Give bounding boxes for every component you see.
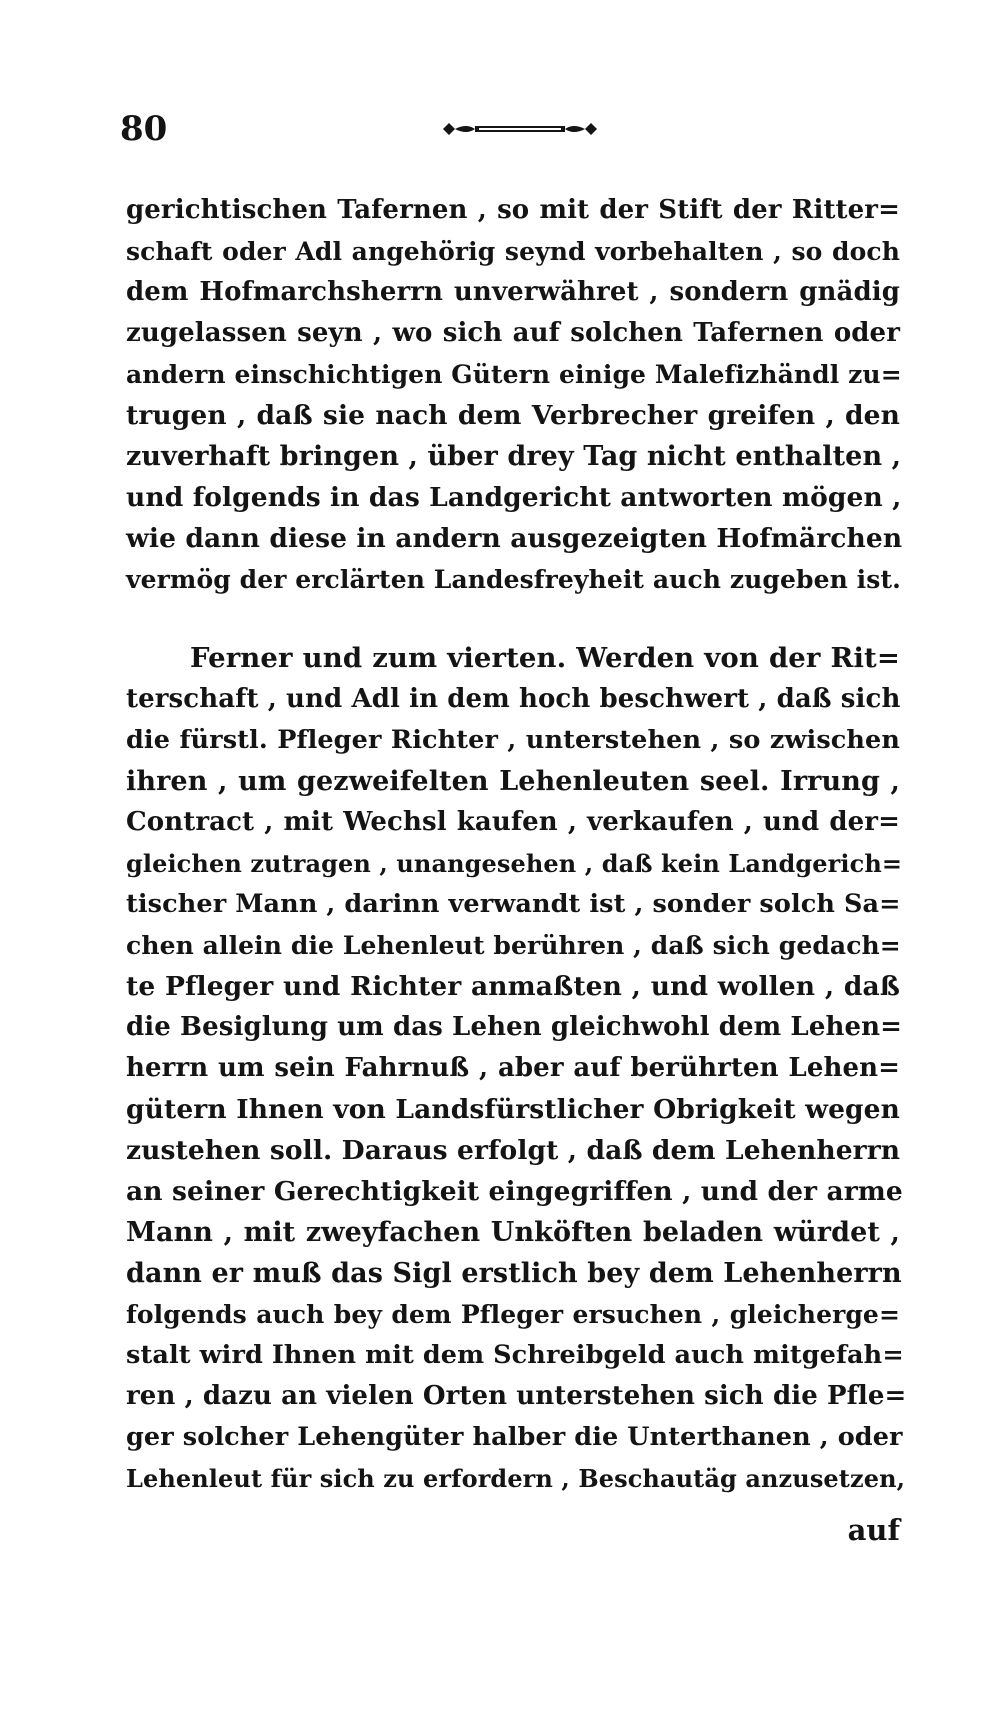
text-line: zustehen soll. Daraus erfolgt , daß dem Lehenherrn <box>126 1135 901 1166</box>
text-line: te Pfleger und Richter anmaßten , und wollen , daß <box>126 971 900 1002</box>
text-line: gerichtischen Tafernen , so mit der Stift der Ritter= <box>126 195 900 225</box>
text-line: chen allein die Lehenleut berühren , daß sich gedach= <box>126 931 901 960</box>
text-line: trugen , daß sie nach dem Verbrecher greifen , den <box>126 400 900 431</box>
text-line: tischer Mann , darinn verwandt ist , sonder solch Sa= <box>126 889 901 919</box>
text-line: vermög der erclärten Landesfreyheit auch zugeben ist. <box>126 565 901 594</box>
text-line: an seiner Gerechtigkeit eingegriffen , und der arme <box>126 1176 903 1207</box>
text-line: gütern Ihnen von Landsfürstlicher Obrigkeit wegen <box>126 1094 900 1125</box>
text-line: herrn um sein Fahrnuß , aber auf berührten Lehen= <box>126 1053 900 1083</box>
text-line: andern einschichtigen Gütern einige Malefizhändl zu= <box>126 360 902 389</box>
text-line: zuverhaft bringen , über drey Tag nicht enthalten , <box>126 441 902 472</box>
text-line: Mann , mit zweyfachen Unköften beladen würdet , <box>126 1217 900 1248</box>
text-line: dem Hofmarchsherrn unverwähret , sondern gnädig <box>126 277 900 307</box>
text-line: stalt wird Ihnen mit dem Schreibgeld auch mitgefah= <box>126 1340 904 1370</box>
text-line: die Besiglung um das Lehen gleichwohl dem Lehen= <box>126 1012 902 1042</box>
text-line: ren , dazu an vielen Orten unterstehen sich die Pfle= <box>126 1381 907 1411</box>
catchword: auf <box>847 1513 900 1547</box>
text-line: ger solcher Lehengüter halber die Unterthanen , oder <box>126 1422 903 1452</box>
text-line: Ferner und zum vierten. Werden von der Rit= <box>190 642 900 674</box>
text-line: dann er muß das Sigl erstlich bey dem Lehenherrn <box>126 1258 902 1289</box>
text-line: und folgends in das Landgericht antworten mögen , <box>126 482 902 513</box>
text-line: zugelassen seyn , wo sich auf solchen Tafernen oder <box>126 318 900 348</box>
page-number: 80 <box>120 109 168 149</box>
text-line: die fürstl. Pfleger Richter , unterstehen , so zwischen <box>126 725 900 755</box>
text-line: wie dann diese in andern ausgezeigten Hofmärchen <box>126 523 903 554</box>
text-line: Contract , mit Wechsl kaufen , verkaufen , und der= <box>126 807 900 837</box>
text-line: gleichen zutragen , unangesehen , daß kein Landgerich= <box>126 849 903 878</box>
text-line: Lehenleut für sich zu erfordern , Beschautäg anzusetzen, <box>126 1464 906 1493</box>
text-line: ihren , um gezweifelten Lehenleuten seel. Irrung , <box>126 766 900 797</box>
text-line: schaft oder Adl angehörig seynd vorbehalten , so doch <box>126 237 900 266</box>
ornament-rule-icon <box>435 117 605 141</box>
text-line: terschaft , und Adl in dem hoch beschwert , daß sich <box>126 684 901 714</box>
text-line: folgends auch bey dem Pfleger ersuchen , gleicherge= <box>126 1300 900 1329</box>
paragraph-1 <box>126 190 903 600</box>
paragraph-2 <box>126 638 907 1499</box>
